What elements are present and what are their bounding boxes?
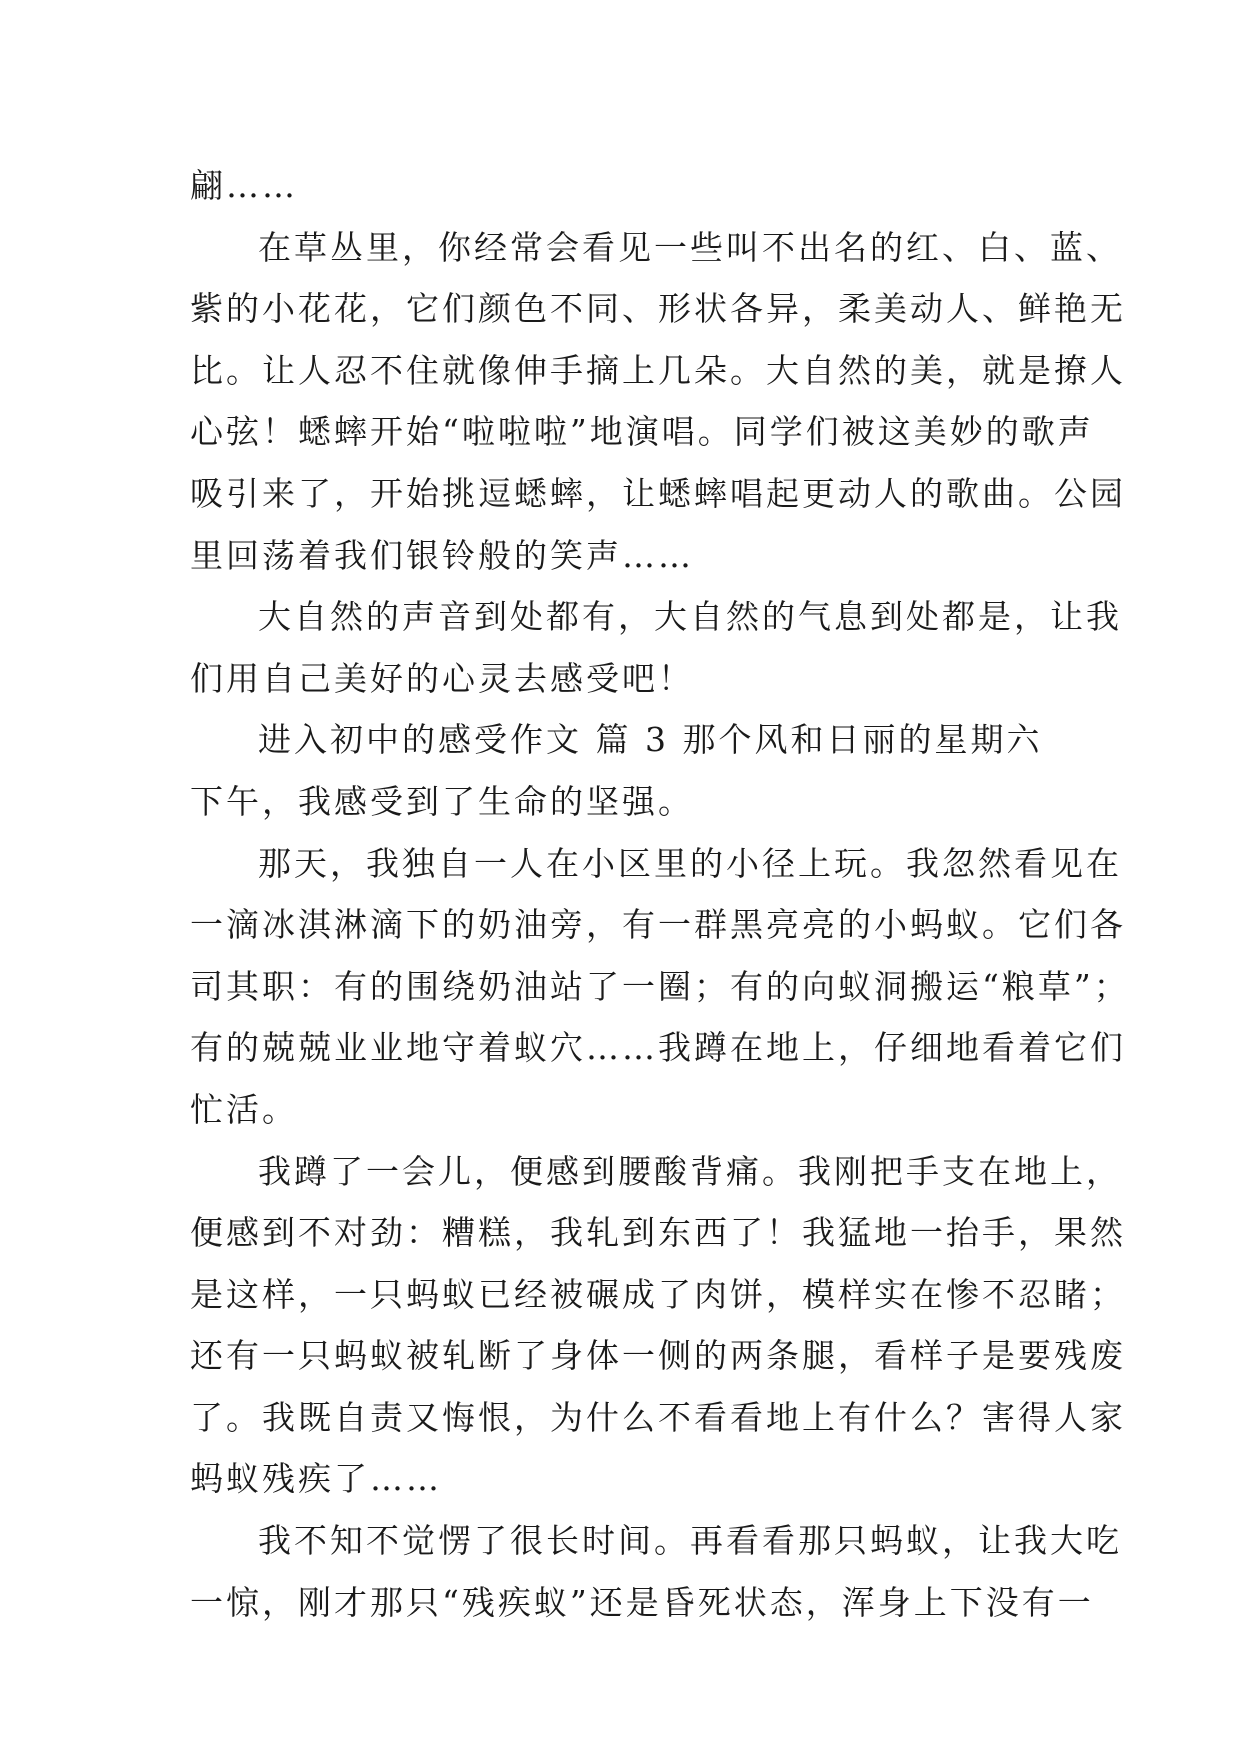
text-line: 进入初中的感受作文 篇 3 那个风和日丽的星期六 (258, 720, 1043, 760)
text-line: 是这样，一只蚂蚁已经被碾成了肉饼，模样实在惨不忍睹； (190, 1274, 1126, 1314)
text-line: 在草丛里，你经常会看见一些叫不出名的红、白、蓝、 (258, 227, 1122, 267)
text-line: 一惊，刚才那只“残疾蚁”还是昏死状态，浑身上下没有一 (190, 1582, 1094, 1622)
text-line: 我蹲了一会儿，便感到腰酸背痛。我刚把手支在地上， (258, 1151, 1122, 1191)
text-line: 司其职：有的围绕奶油站了一圈；有的向蚁洞搬运“粮草”； (190, 966, 1130, 1006)
text-line: 们用自己美好的心灵去感受吧！ (190, 658, 694, 698)
text-line: 我不知不觉愣了很长时间。再看看那只蚂蚁，让我大吃 (258, 1521, 1122, 1561)
text-line: 蚂蚁残疾了…… (190, 1459, 442, 1499)
text-line: 一滴冰淇淋滴下的奶油旁，有一群黑亮亮的小蚂蚁。它们各 (190, 905, 1126, 945)
text-line: 还有一只蚂蚁被轧断了身体一侧的两条腿，看样子是要残废 (190, 1336, 1126, 1376)
text-line: 下午，我感受到了生命的坚强。 (190, 781, 694, 821)
text-line: 翩…… (190, 166, 298, 205)
text-line: 心弦！蟋蟀开始“啦啦啦”地演唱。同学们被这美妙的歌声 (190, 412, 1094, 452)
text-line: 紫的小花花，它们颜色不同、形状各异，柔美动人、鲜艳无 (190, 289, 1126, 329)
text-line: 大自然的声音到处都有，大自然的气息到处都是，让我 (258, 597, 1122, 637)
text-line: 有的兢兢业业地守着蚁穴……我蹲在地上，仔细地看着它们 (190, 1028, 1126, 1068)
text-line: 吸引来了，开始挑逗蟋蟀，让蟋蟀唱起更动人的歌曲。公园 (190, 473, 1126, 513)
document-body (190, 155, 1130, 1633)
text-line: 里回荡着我们银铃般的笑声…… (190, 535, 694, 575)
text-line: 忙活。 (190, 1089, 298, 1129)
text-line: 便感到不对劲：糟糕，我轧到东西了！我猛地一抬手，果然 (190, 1213, 1126, 1253)
text-line: 了。我既自责又悔恨，为什么不看看地上有什么？害得人家 (190, 1397, 1126, 1437)
text-line: 比。让人忍不住就像伸手摘上几朵。大自然的美，就是撩人 (190, 350, 1126, 390)
text-line: 那天，我独自一人在小区里的小径上玩。我忽然看见在 (258, 843, 1122, 883)
